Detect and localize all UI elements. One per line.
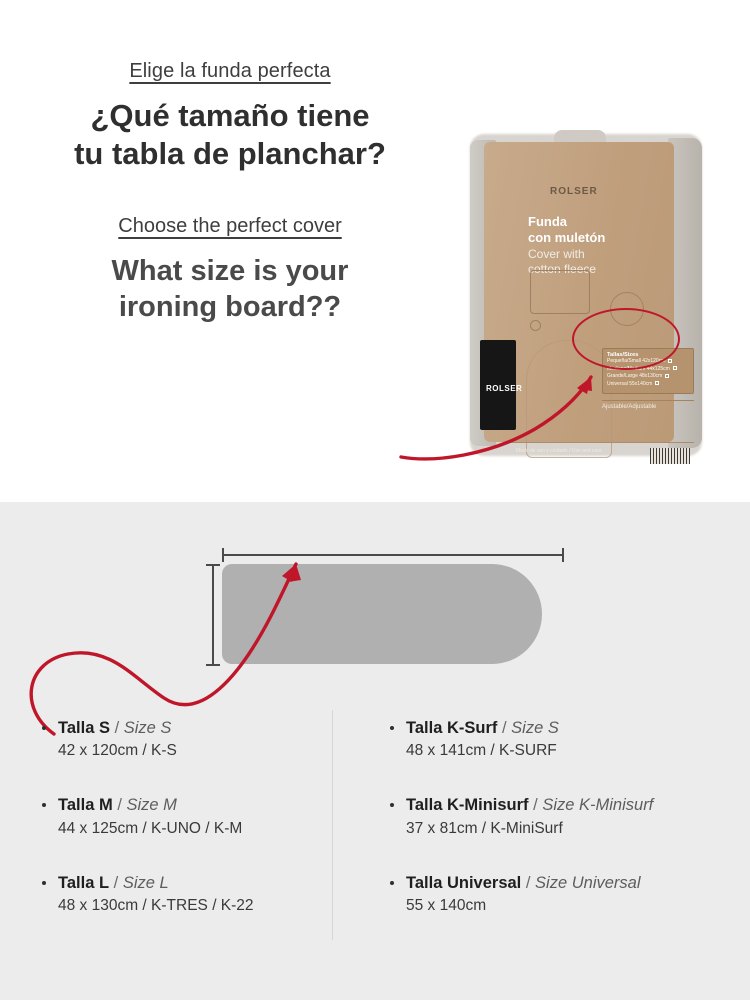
package-adjustable-label: Ajustable/Adjustable (602, 400, 694, 410)
title-english (0, 254, 460, 326)
title-spanish-line2: tu tabla de planchar? (74, 135, 386, 171)
list-item (388, 717, 716, 760)
size-name-en: Size L (122, 873, 169, 892)
size-name (406, 872, 716, 894)
size-name-es: Talla Universal (406, 873, 522, 892)
size-name-en: Size K-Minisurf (542, 796, 654, 815)
size-separator: / (533, 796, 538, 815)
subtitle-english: Choose the perfect cover (118, 214, 342, 237)
bullet-icon (390, 803, 394, 807)
size-name-es: Talla L (58, 873, 110, 892)
package-product-title (528, 214, 668, 277)
list-item (40, 717, 368, 760)
size-name-en: Size M (126, 796, 177, 815)
size-separator: / (525, 873, 531, 892)
size-name (406, 717, 716, 739)
size-name-es: Talla K-Minisurf (406, 796, 529, 815)
size-dimensions: 37 x 81cm / K-MiniSurf (406, 819, 563, 837)
package-title-en-1: Cover with (528, 246, 585, 261)
package-care-strip: Modo de uso y cuidado / Use and care (510, 442, 694, 470)
bullet-icon (42, 726, 46, 730)
bullet-icon (42, 881, 46, 885)
package-title-es-1: Funda (528, 214, 567, 229)
title-spanish-line1: ¿Qué tamaño tiene (90, 98, 370, 133)
title-english-line1: What size is your (111, 254, 349, 287)
list-item (40, 872, 368, 915)
list-item (388, 794, 716, 837)
package-dot-icon (530, 320, 541, 331)
package-barcode (650, 448, 690, 464)
package-size-line: Pequeña/Small 42x120cm (607, 358, 689, 366)
size-dimensions: 44 x 125cm / K-UNO / K-M (58, 819, 243, 837)
headings-block (0, 60, 460, 326)
list-item (40, 794, 368, 837)
size-name-es: Talla S (58, 719, 110, 737)
size-name-en: Size S (511, 719, 559, 737)
package-pictogram-icon (530, 270, 590, 314)
size-name (58, 794, 368, 816)
package-size-line: Grande/Large 48x130cm (607, 373, 689, 381)
list-item (388, 872, 716, 915)
bullet-icon (390, 881, 394, 885)
size-dimensions: 55 x 140cm (406, 896, 487, 914)
size-name-en: Size Universal (535, 873, 641, 892)
title-spanish (0, 97, 460, 173)
size-name (406, 794, 716, 816)
size-dimensions: 42 x 120cm / K-S (58, 742, 177, 760)
title-english-line2: ironing board?? (118, 290, 342, 323)
arrow-to-sizes-table (395, 345, 625, 465)
package-size-line: Universal 55x140cm (607, 381, 689, 389)
bottom-section (0, 502, 750, 1000)
package-black-tag-label: ROLSER (486, 384, 523, 393)
size-name (58, 717, 368, 739)
size-separator: / (114, 719, 120, 737)
dimension-cap-right (562, 548, 564, 562)
size-name-es: Talla M (58, 796, 113, 815)
bullet-icon (42, 803, 46, 807)
package-size-line: Mediana/Medium 44x125cm (607, 366, 689, 374)
size-separator: / (501, 719, 507, 737)
size-dimensions: 48 x 130cm / K-TRES / K-22 (58, 896, 254, 914)
size-name-en: Size S (123, 719, 172, 737)
bullet-icon (390, 726, 394, 730)
package-title-en-2: cotton fleece (528, 261, 597, 276)
size-name (58, 872, 368, 894)
size-list (40, 717, 716, 915)
size-name-es: Talla K-Surf (406, 719, 498, 737)
package-brand-logo: ROLSER (550, 186, 598, 197)
size-dimensions: 48 x 141cm / K-SURF (406, 742, 557, 760)
package-sizes-header: Tallas/Sizes (607, 352, 639, 358)
dimension-line-horizontal (222, 554, 564, 556)
subtitle-spanish: Elige la funda perfecta (129, 60, 331, 82)
size-separator: / (117, 796, 122, 815)
size-separator: / (113, 873, 119, 892)
package-title-es-2: con muletón (528, 230, 606, 246)
